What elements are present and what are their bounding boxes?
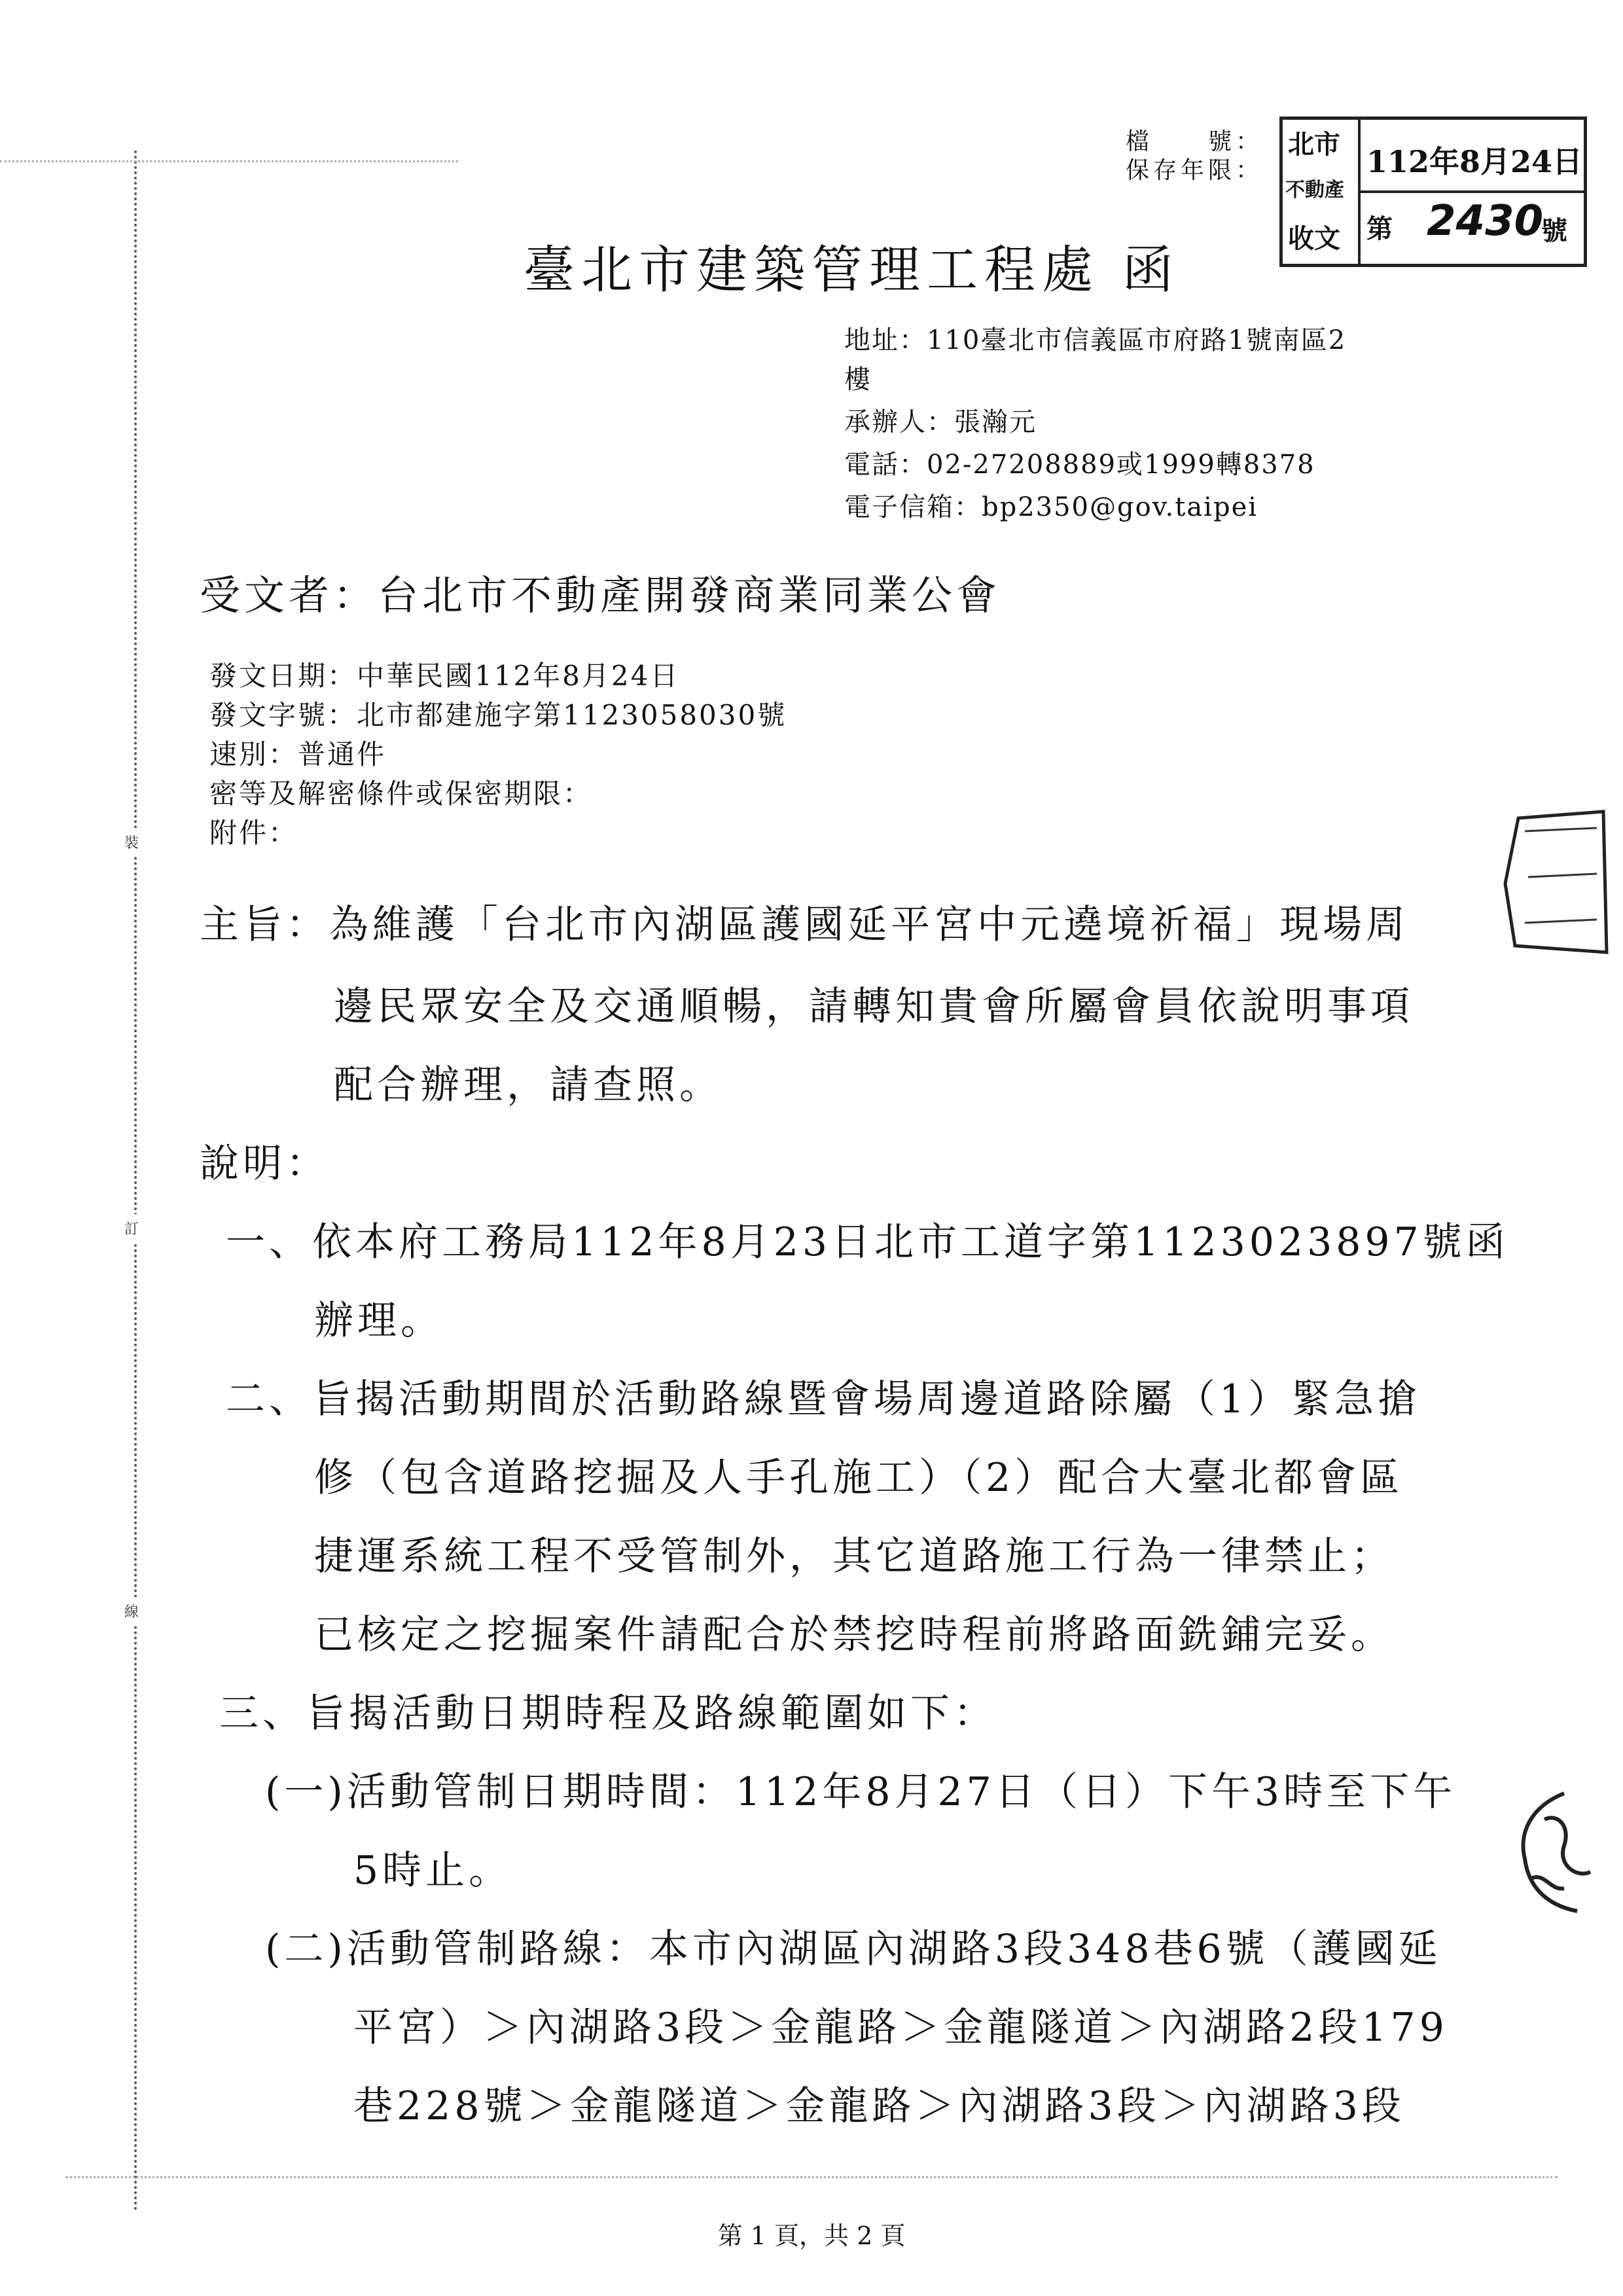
contact-address-1: 地址：110臺北市信義區市府路1號南區2 bbox=[844, 325, 1347, 355]
stamp-org-top: 北市 bbox=[1288, 129, 1340, 160]
bottom-dotted-rule bbox=[65, 2176, 1558, 2178]
archive-labels bbox=[1126, 128, 1263, 185]
explanation-2-line-1: 二、旨揭活動期間於活動路線暨會場周邊道路除屬（1）緊急搶 bbox=[226, 1376, 1421, 1422]
attachment: 附件： bbox=[209, 817, 298, 849]
electronic-exchange-seal bbox=[1499, 805, 1610, 956]
explanation-2-line-3: 捷運系統工程不受管制外，其它道路施工行為一律禁止； bbox=[314, 1534, 1394, 1579]
subject-line-2: 邊民眾安全及交通順暢，請轉知貴會所屬會員依說明事項 bbox=[334, 984, 1414, 1030]
issue-date: 發文日期：中華民國112年8月24日 bbox=[209, 660, 680, 692]
stamp-org-mid: 不動產 bbox=[1285, 179, 1344, 202]
subject-line-3: 配合辦理，請查照。 bbox=[334, 1062, 722, 1108]
contact-handler: 承辦人：張瀚元 bbox=[844, 407, 1037, 437]
stamp-no-value: 2430 bbox=[1427, 197, 1544, 245]
explanation-heading: 說明： bbox=[200, 1141, 329, 1187]
explanation-3a-line-2: 5時止。 bbox=[353, 1848, 512, 1893]
explanation-2-line-4: 已核定之挖掘案件請配合於禁挖時程前將路面銑鋪完妥。 bbox=[314, 1612, 1394, 1658]
retention-label: 保存年限： bbox=[1126, 157, 1264, 184]
explanation-3a-line-1: (一)活動管制日期時間：112年8月27日（日）下午3時至下午 bbox=[265, 1769, 1457, 1815]
binding-mark-zhuang: 裝 bbox=[124, 828, 139, 856]
explanation-3-line-1: 三、旨揭活動日期時程及路線範圍如下： bbox=[219, 1691, 997, 1736]
receiver: 受文者：台北市不動產開發商業同業公會 bbox=[200, 571, 1001, 619]
top-dotted-rule bbox=[0, 160, 458, 162]
explanation-3b-line-1: (二)活動管制路線：本市內湖區內湖路3段348巷6號（護國延 bbox=[265, 1926, 1442, 1972]
receipt-stamp bbox=[1279, 117, 1587, 267]
file-no-label: 檔 號： bbox=[1126, 128, 1264, 155]
binding-mark-xian: 線 bbox=[124, 1597, 139, 1625]
explanation-1-line-2: 辦理。 bbox=[314, 1298, 444, 1344]
stamp-no-prefix: 第 bbox=[1366, 213, 1393, 244]
explanation-3b-line-3: 巷228號＞金龍隧道＞金龍路＞內湖路3段＞內湖路3段 bbox=[353, 2083, 1405, 2129]
contact-email: 電子信箱：bp2350@gov.taipei bbox=[844, 492, 1258, 522]
document-number: 發文字號：北市都建施字第1123058030號 bbox=[209, 699, 787, 731]
stamp-divider-horizontal bbox=[1358, 190, 1584, 193]
stamp-no-suffix: 號 bbox=[1541, 215, 1567, 246]
stamp-org-bottom: 收文 bbox=[1288, 223, 1340, 254]
page-number: 第 1 頁，共 2 頁 bbox=[717, 2221, 906, 2250]
subject-line-1: 主旨：為維護「台北市內湖區護國延平宮中元遶境祈福」現場周 bbox=[200, 902, 1409, 948]
page-title: 臺北市建築管理工程處 函 bbox=[524, 241, 1180, 300]
explanation-3b-line-2: 平宮）＞內湖路3段＞金龍路＞金龍隧道＞內湖路2段179 bbox=[353, 2005, 1448, 2051]
binding-mark-ding: 訂 bbox=[124, 1214, 139, 1242]
explanation-1-line-1: 一、依本府工務局112年8月23日北市工道字第1123023897號函 bbox=[226, 1219, 1509, 1265]
speed: 速別：普通件 bbox=[209, 738, 387, 770]
side-seal-scribble bbox=[1505, 1780, 1610, 1918]
binding-dotted-line bbox=[134, 151, 137, 2212]
contact-phone: 電話：02-27208889或1999轉8378 bbox=[844, 450, 1315, 480]
contact-address-2: 樓 bbox=[844, 365, 872, 395]
explanation-2-line-2: 修（包含道路挖掘及人手孔施工）（2）配合大臺北都會區 bbox=[314, 1455, 1404, 1501]
secrecy: 密等及解密條件或保密期限： bbox=[209, 778, 593, 810]
stamp-date: 112年8月24日 bbox=[1366, 144, 1583, 179]
